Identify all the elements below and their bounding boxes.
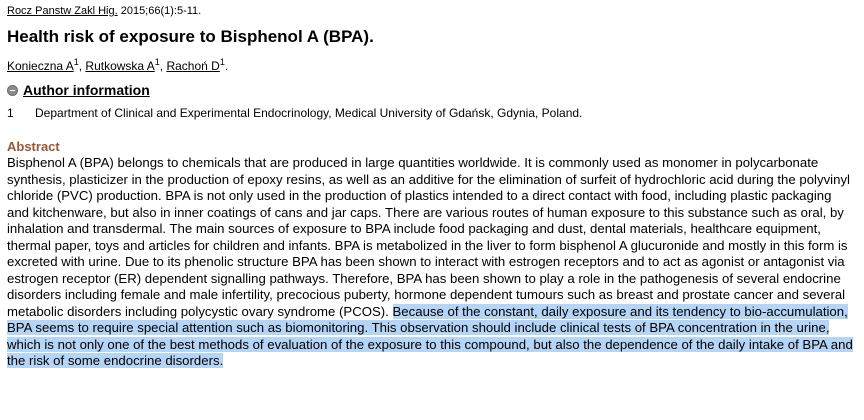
author-affiliation-sup: 1 (219, 57, 225, 67)
abstract-heading: Abstract (7, 139, 60, 154)
author-link-rutkowska[interactable]: Rutkowska A (85, 59, 155, 73)
abstract-text (7, 155, 855, 370)
author-list: Konieczna $A^1$, Rutkowska $A^1$, Rachoń $D^1$. (7, 57, 229, 73)
affiliation-text: Department of Clinical and Experimental Endocrinology, Medical University of Gdańsk, Gdynia, Poland. (35, 106, 583, 120)
citation (7, 4, 201, 18)
citation-details: 2015;66(1):5-11. (117, 5, 202, 17)
author-affiliation-sup: 1 (154, 57, 160, 67)
author-link-rachon[interactable]: Rachoń D (166, 59, 220, 73)
affiliation-number: 1 (7, 106, 14, 120)
affiliation-item (7, 106, 582, 121)
author-affiliation-sup: 1 (73, 57, 79, 67)
article-title: Health risk of exposure to Bisphenol A (BPA). (7, 27, 374, 46)
abstract-text-selected: Because of the constant, daily exposure and its tendency to bio-accumulation, BPA seems to require special attention such as biomonitoring. This observation should include clinical tests of BPA concentration in the urine, which is not only one of the best methods of evaluation of the exposure to this compound, but also the dependence of the daily intake of BPA and the risk of some endocrine disorders. (7, 303, 853, 368)
author-information-label[interactable]: Author information (23, 82, 150, 98)
abstract-text-plain: Bisphenol A (BPA) belongs to chemicals that are produced in large quantities worldwide. It is commonly used as monomer in polycarbonate synthesis, plasticizer in the production of epoxy resins, as well as an additive for the elimination of surfeit of hydrochloric acid during the polyvinyl chloride (PVC) production. BPA is not only used in the production of plastics intended to a direct contact with food, including plastic packaging and kitchenware, but also in inner coatings of cans and jar caps. There are various routes of human exposure to this substance such as oral, by inhalation and transdermal. The main sources of exposure to BPA include food packaging and dust, dental materials, healthcare equipment, thermal paper, toys and articles for children and infants. BPA is metabolized in the liver to form bisphenol A glucuronide and mostly in this form is excreted with urine. Due to its phenolic structure BPA has been shown to interact with estrogen receptors and to act as agonist or antagonist via estrogen receptor (ER) dependent signalling pathways. Therefore, BPA has been shown to play a role in the pathogenesis of several endocrine disorders including female and male infertility, precocious puberty, hormone dependent tumours such as breast and prostate cancer and several metabolic disorders including polycystic ovary syndrome (PCOS). (7, 155, 850, 319)
author-information-toggle[interactable] (7, 82, 150, 98)
author-link-konieczna[interactable]: Konieczna A (7, 59, 74, 73)
journal-link[interactable]: Rocz Panstw Zakl Hig. (7, 5, 118, 17)
minus-circle-icon[interactable] (7, 85, 18, 96)
